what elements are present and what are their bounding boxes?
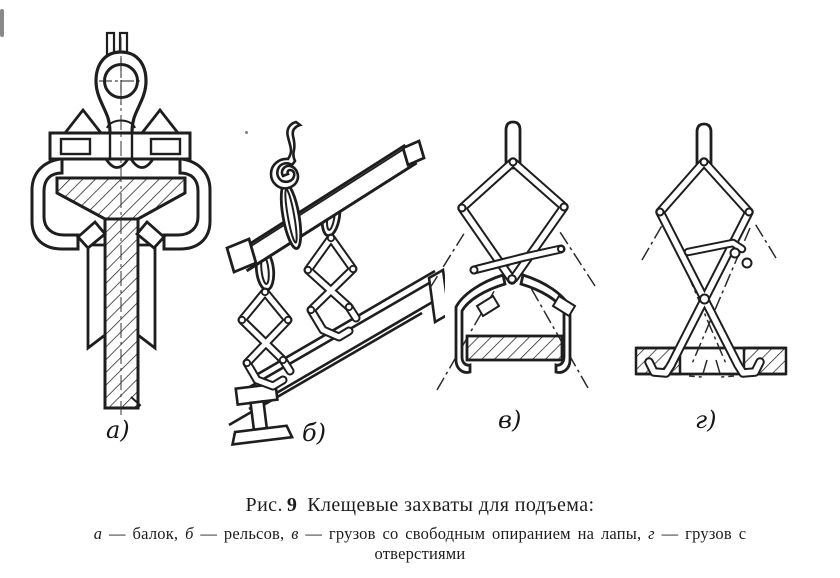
panel-v-label: в)	[498, 406, 522, 434]
legend-text: — балок,	[102, 524, 186, 543]
figure-g-hole-tongs	[628, 110, 798, 445]
legend-key: г	[648, 524, 655, 543]
yoke-band-left	[32, 159, 78, 249]
legend-text: — грузов с	[654, 524, 747, 543]
clamp-leg-right	[138, 245, 155, 348]
figure-number: 9	[286, 494, 298, 516]
linkage	[649, 162, 760, 373]
figure-caption	[10, 494, 830, 564]
caption-legend	[10, 524, 830, 564]
legend-key: б	[185, 524, 194, 543]
linkage	[462, 162, 564, 280]
figure-b-rail-tongs	[225, 120, 445, 450]
panel-a-label: а)	[106, 416, 130, 444]
caption-title	[10, 494, 830, 517]
legend-text: — грузов со свободным опиранием на лапы,	[298, 524, 649, 543]
rail-end-profile	[226, 383, 292, 445]
legend-key: а	[93, 524, 103, 543]
legend-key: в	[291, 524, 299, 543]
load-slab	[467, 336, 562, 360]
figure-a-beam-tongs	[20, 25, 220, 450]
wedge-left	[65, 110, 101, 133]
panel-g-label: г)	[695, 406, 717, 434]
legend-text: — рельсов,	[193, 524, 292, 543]
figure-title: Клещевые захваты для подъема:	[307, 494, 595, 516]
wedge-right	[142, 110, 178, 133]
panel-b-label: б)	[302, 419, 327, 447]
scan-artifact	[0, 9, 4, 37]
yoke-band-right	[164, 159, 210, 249]
figure-word: Рис.	[245, 494, 283, 516]
figure-v-paw-tongs	[425, 110, 625, 445]
tong-left	[239, 289, 291, 386]
crane-hook	[271, 122, 300, 188]
clamp-leg-left	[88, 245, 105, 348]
legend-tail: отверстиями	[374, 544, 466, 563]
